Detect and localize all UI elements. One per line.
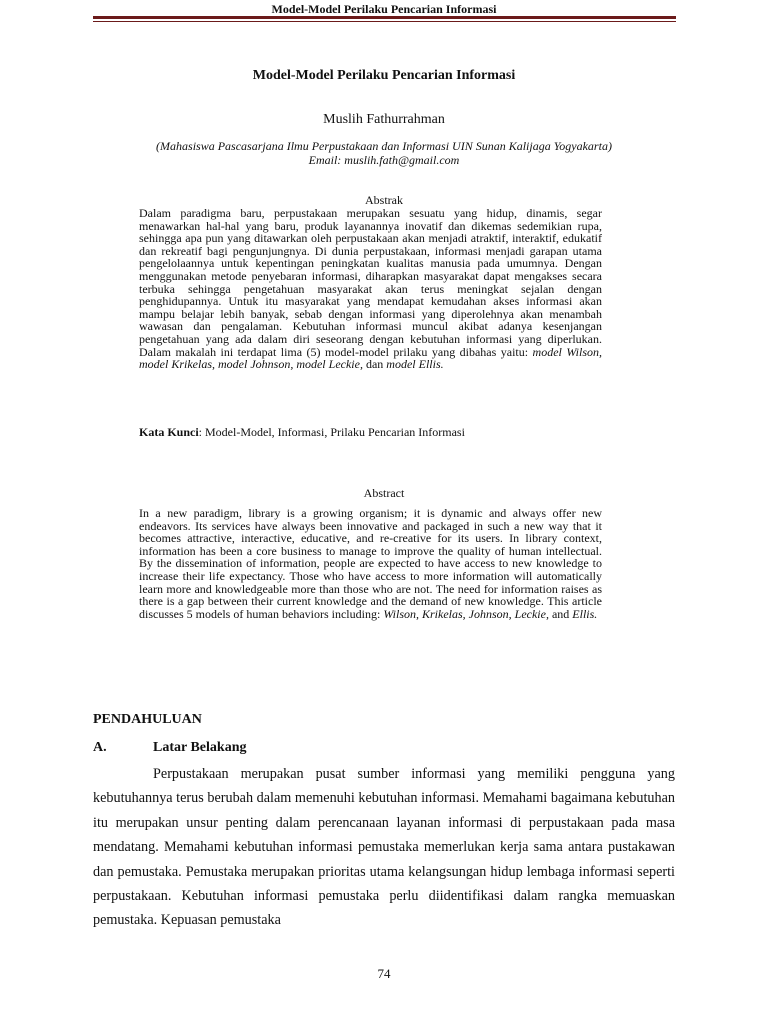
abstrak-text — [139, 207, 602, 371]
running-header: Model-Model Perilaku Pencarian Informasi — [271, 2, 497, 16]
email-line: Email: muslih.fath@gmail.com — [308, 153, 460, 167]
abstract-body: In a new paradigm, library is a growing organism; it is dynamic and always offer new endeavors. Its services have always been innovative and packaged in such a new way that it becomes attractive, interactive, educative, and re-creative for its users. In library context, information has been a core business to manage to improve the quality of human intellectual. By the dissemination of information, people are expected to have access to new knowledge to increase their life expectancy. Those who have access to more information will automatically learn more and knowledgeable more than those who are not. The need for information raises as there is a gap between their current knowledge and the demand of new knowledge. This article discusses 5 models of human behaviors including: — [139, 506, 602, 621]
keywords-label: Kata Kunci — [139, 425, 199, 439]
body-paragraph: Perpustakaan merupakan pusat sumber informasi yang memiliki pengguna yang kebutuhannya terus berubah dalam memenuhi kebutuhan informasi. Memahami bagaimana kebutuhan itu merupakan unsur penting dalam perencanaan layanan informasi di perpustakaan pada masa mendatang. Memahami kebutuhan informasi pemustaka memerlukan kerja sama antara pustakawan dan pemustaka. Pemustaka merupakan prioritas utama kelangsungan hidup lembaga informasi seperti perpustakaan. Kebutuhan informasi pemustaka perlu diidentifikasi dalam rangka memuaskan pemustaka. Kepuasan pemustaka — [93, 766, 675, 929]
subsection-heading — [93, 740, 246, 756]
abstract-last-model: Ellis. — [572, 606, 598, 621]
paper-title: Model-Model Perilaku Pencarian Informasi — [252, 68, 516, 83]
abstrak-heading: Abstrak — [365, 193, 403, 207]
abstract-connector: and — [551, 606, 570, 621]
section-heading: PENDAHULUAN — [93, 712, 202, 727]
abstract-heading: Abstract — [363, 486, 405, 500]
abstrak-models: model Wilson, model Krikelas, model Johnson, model Leckie, — [139, 344, 602, 372]
author-affiliation — [0, 139, 768, 167]
abstrak-connector: dan — [365, 357, 384, 372]
header-rule — [93, 16, 676, 22]
abstrak-last-model: model Ellis. — [386, 357, 444, 372]
keywords — [139, 425, 465, 440]
subsection-title: Latar Belakang — [153, 740, 247, 755]
page-number: 74 — [377, 966, 391, 981]
author-name: Muslih Fathurrahman — [323, 112, 445, 127]
subsection-number: A. — [93, 740, 107, 755]
abstract-text — [139, 507, 602, 620]
keywords-text: : Model-Model, Informasi, Prilaku Pencarian Informasi — [198, 425, 465, 439]
abstrak-body: Dalam paradigma baru, perpustakaan merupakan sesuatu yang hidup, dinamis, segar menawarkan hal-hal yang baru, produk layanannya inovatif dan dikemas sedemikian rupa, sehingga apa pun yang ditawarkan oleh perpustakaan akan menjadi atraktif, interaktif, edukatif dan rekreatif bagi pengunjungnya. Di dunia perpustakaan, informasi menjadi garapan utama pengelolaannya untuk kepentingan peningkatan kualitas manusia pada umumnya. Dengan menggunakan metode penyebaran informasi, diharapkan masyarakat dapat mengakses secara terbuka sehingga pengetahuan masyarakat akan terus meningkat sejalan dengan penghidupannya. Untuk itu masyarakat yang mendapat kemudahan akses informasi akan mampu belajar lebih banyak, sebab dengan informasi yang diperolehnya akan menambah wawasan dan pengalaman. Kebutuhan informasi muncul akibat adanya kesenjangan pengetahuan yang ada dalam diri seseorang dengan kebutuhan informasi yang diperlukan. Dalam makalah ini terdapat lima (5) model-model prilaku yang dibahas yaitu: — [139, 206, 602, 359]
abstract-models: Wilson, Krikelas, Johnson, Leckie, — [383, 606, 549, 621]
affiliation-line: (Mahasiswa Pascasarjana Ilmu Perpustakaan dan Informasi UIN Sunan Kalijaga Yogyakarta) — [156, 139, 612, 153]
